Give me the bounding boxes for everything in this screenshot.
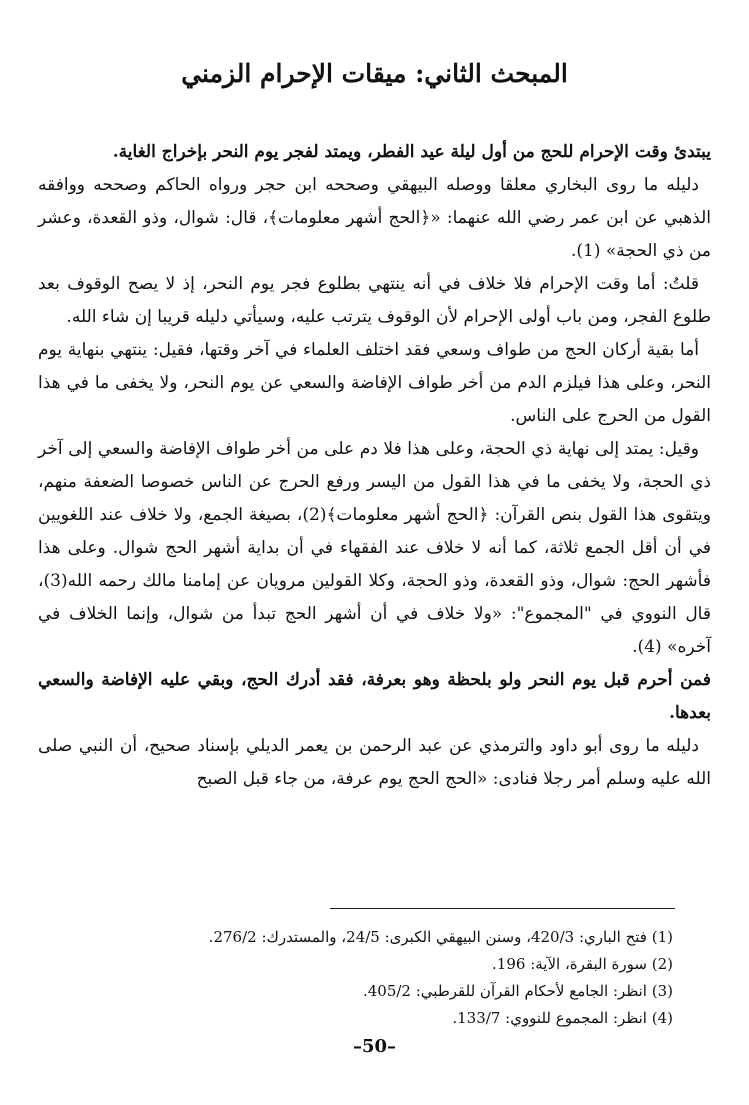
- footnote-3: (3) انظر: الجامع لأحكام القرآن للقرطبي: 405/2.: [362, 982, 673, 1000]
- paragraph-evidence-2: دليله ما روى أبو داود والترمذي عن عبد الرحمن بن يعمر الديلي بإسناد صحيح، أن النبي صلى الله عليه وسلم أمر رجلا فنادى: «الحج الحج يوم عرفة، من جاء قبل الصبح: [38, 736, 711, 789]
- section-title: المبحث الثاني: ميقات الإحرام الزمني: [181, 59, 568, 88]
- paragraph-comment: قلتُ: أما وقت الإحرام فلا خلاف في أنه ينتهي بطلوع فجر يوم النحر، إذ لا يصح الوقوف بعد طلوع الفجر، ومن باب أولى الإحرام لأن الوقوف يترتب عليه، وسيأتي دليله قريبا إن شاء الله.: [38, 274, 711, 327]
- main-text: [38, 136, 711, 796]
- footnote-1: (1) فتح الباري: 420/3، وسنن البيهقي الكبرى: 24/5، والمستدرك: 276/2.: [208, 928, 673, 946]
- footnote-divider: [330, 908, 675, 909]
- paragraph-ruling-2: فمن أحرم قبل يوم النحر ولو بلحظة وهو بعرفة، فقد أدرك الحج، وبقي عليه الإفاضة والسعي بعدها.: [38, 670, 711, 723]
- footnote-2: (2) سورة البقرة، الآية: 196.: [492, 955, 673, 973]
- footnotes: [73, 924, 673, 1032]
- paragraph-ruling-1: يبتدئ وقت الإحرام للحج من أول ليلة عيد الفطر، ويمتد لفجر يوم النحر بإخراج الغاية.: [112, 142, 711, 162]
- paragraph-evidence-1: دليله ما روى البخاري معلقا ووصله البيهقي وصححه ابن حجر ورواه الحاكم وصححه ووافقه الذهبي عن ابن عمر رضي الله عنهما: «﴿الحج أشهر معلومات﴾، قال: شوال، وذو القعدة، وعشر من ذي الحجة» (1).: [38, 175, 711, 261]
- paragraph-opinion-2: وقيل: يمتد إلى نهاية ذي الحجة، وعلى هذا فلا دم على من أخر طواف الإفاضة والسعي إلى آخر ذي الحجة، ولا يخفى ما في هذا القول من اليسر ورفع الحرج عن الناس خصوصا الضعفة منهم، ويتقوى هذا القول بنص القرآن: ﴿الحج أشهر معلومات﴾(2)، بصيغة الجمع، ولا خلاف عند اللغويين في أن أقل الجمع ثلاثة، كما أنه لا خلاف عند الفقهاء في أن بداية أشهر الحج شوال. وعلى هذا فأشهر الحج: شوال، وذو القعدة، وذو الحجة، وكلا القولين مرويان عن إمامنا مالك رحمه الله(3)، قال النووي في "المجموع": «ولا خلاف في أن أشهر الحج تبدأ من شوال، وإنما الخلاف في آخره» (4).: [38, 439, 711, 657]
- footnote-4: (4) انظر: المجموع للنووي: 133/7.: [452, 1009, 673, 1027]
- paragraph-opinion-1: أما بقية أركان الحج من طواف وسعي فقد اختلف العلماء في آخر وقتها، فقيل: ينتهي بنهاية يوم النحر، وعلى هذا فيلزم الدم من أخر طواف الإفاضة والسعي عن يوم النحر، ولا يخفى ما في هذا القول من الحرج على الناس.: [38, 340, 711, 426]
- page-number: –50–: [352, 1036, 397, 1057]
